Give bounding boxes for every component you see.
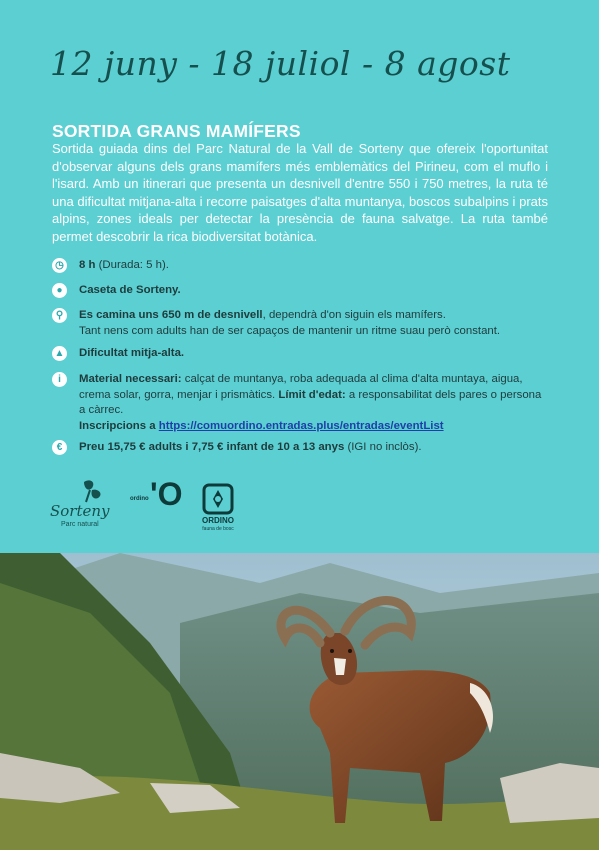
elevation-detail: , dependrà d'on siguin els mamífers. [262,309,446,321]
ordino-parish-logo: ORDINO fauna de bosc [194,482,244,532]
duration-row [52,258,547,274]
material-label: Material necessari: [79,373,182,385]
info-icon: i [52,372,67,387]
duration-value: 8 h [79,259,96,271]
price-row [52,440,547,456]
price-note: (IGI no inclòs). [344,441,422,453]
description-paragraph: Sortida guiada dins del Parc Natural de la Vall de Sorteny que ofereix l'oportunitat d'observar alguns dels grans mamífers més emblemàtics del Pirineu, com el muflo i l'isard. Amb un itinerari que presenta un desnivell d'entre 550 i 750 metres, la ruta té una dificultat mitjana-alta i recorre paisatges d'alta muntanya, boscos subalpins i prats alpins, zones ideals per detectar la presència de fauna salvatge. La ruta també permet descobrir la rica biodiversitat botànica. [52,141,548,244]
inscription-label: Inscripcions a [79,419,159,432]
event-dates: 12 juny - 18 juliol - 8 agost [50,44,511,83]
location-icon: ● [52,283,67,298]
elevation-note: Tant nens com adults han de ser capaços de mantenir un ritme suau però constant. [79,324,501,337]
difficulty-value: Dificultat mitja-alta. [79,347,185,359]
page-title: SORTIDA GRANS MAMÍFERS [52,121,301,141]
location-row [52,283,547,299]
location-value: Caseta de Sorteny. [79,284,181,296]
age-label: Límit d'edat: [278,388,346,401]
material-row [52,372,547,434]
material-text: calçat de muntanya, roba adequada al clima d'alta muntaya, aigua, crema solar, gorra, menjar i prismàtics. [79,373,523,401]
difficulty-row [52,346,547,362]
euro-icon: € [52,440,67,455]
price-value: Preu 15,75 € adults i 7,75 € infant de 10 a 13 anys [79,441,345,453]
age-text: a responsabilitat dels pares o persona a càrrec. [79,388,542,416]
mouflon-photo [0,553,599,850]
hiker-icon: ⚲ [52,308,67,323]
duration-detail: (Durada: 5 h). [95,259,169,271]
elevation-row [52,308,547,339]
ordino-o-logo: ordino 'O [130,476,183,512]
elevation-value: Es camina uns 650 m de desnivell [79,309,263,321]
difficulty-icon: ▲ [52,346,67,361]
sorteny-logo: Sorteny Parc natural [50,478,110,533]
clock-icon: ◷ [52,258,67,273]
inscription-link[interactable]: https://comuordino.entradas.plus/entradas/eventList [158,419,444,432]
logo-strip [50,478,250,533]
